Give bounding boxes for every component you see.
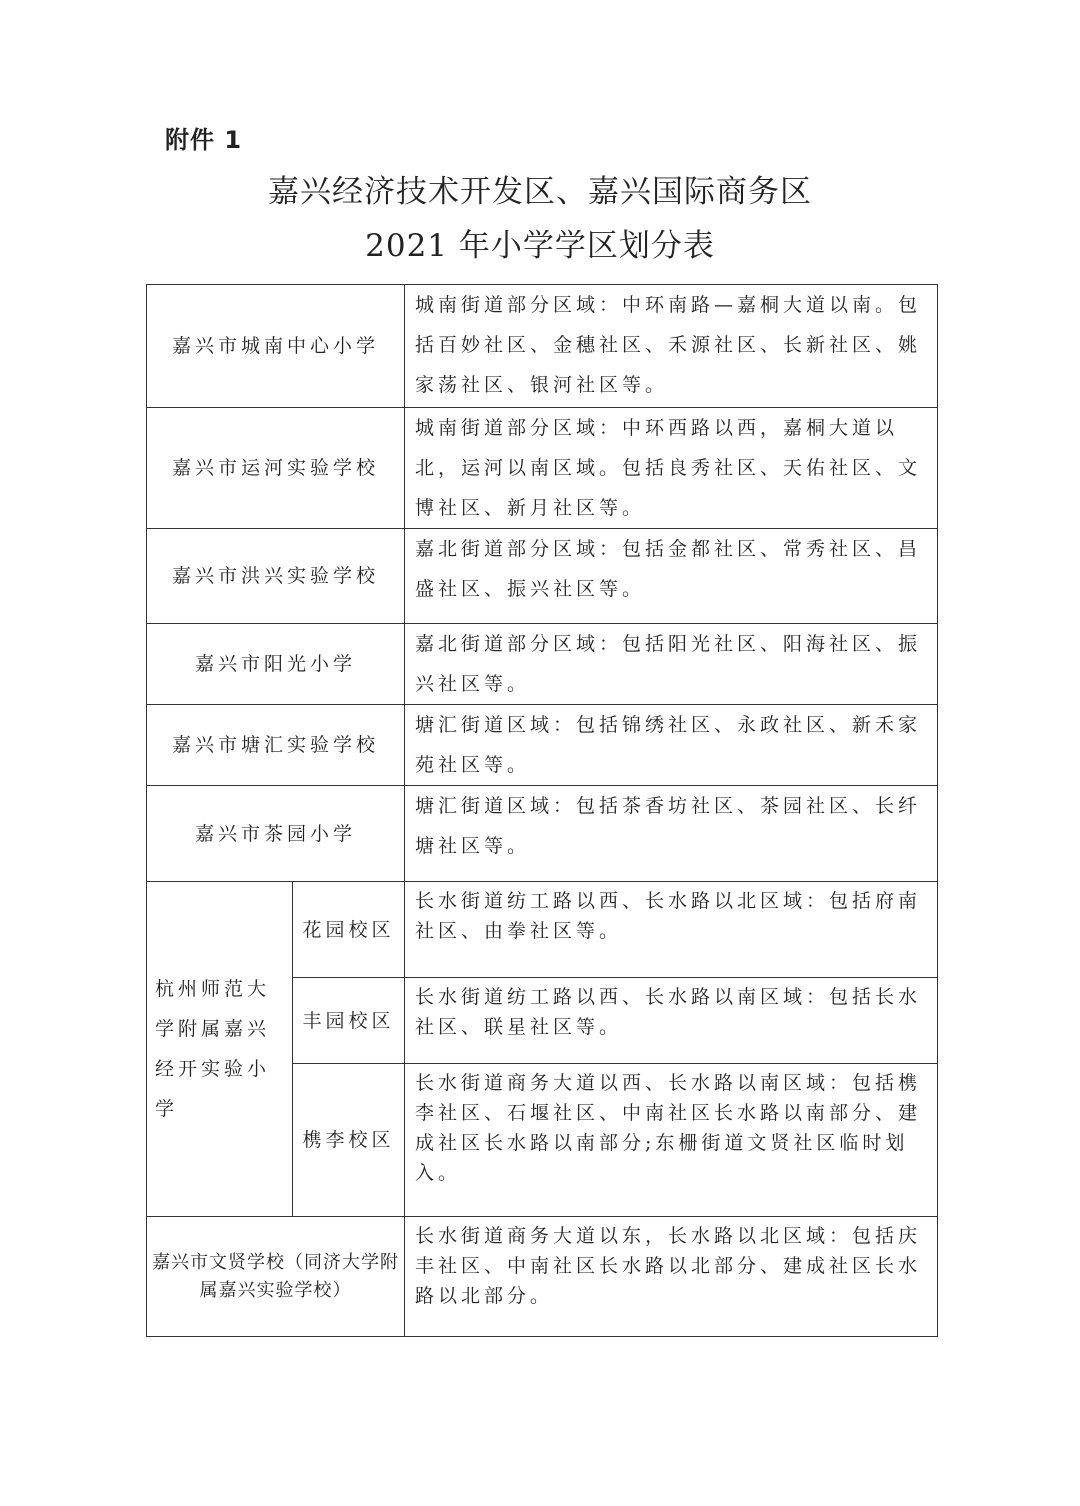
document-subtitle: 2021 年小学学区划分表: [365, 228, 715, 264]
school-name: 嘉兴市城南中心小学: [147, 285, 405, 408]
school-name: 嘉兴市洪兴实验学校: [147, 529, 405, 624]
district-area: 塘汇街道区域：包括锦绣社区、永政社区、新禾家苑社区等。: [405, 705, 938, 786]
table-row: [147, 705, 938, 786]
attachment-label: 附件 1: [165, 126, 243, 154]
school-district-table: [146, 284, 938, 1337]
campus-name: 槜李校区: [293, 1064, 405, 1217]
district-area: 嘉北街道部分区域：包括金都社区、常秀社区、昌盛社区、振兴社区等。: [405, 529, 938, 624]
school-name: 嘉兴市阳光小学: [147, 624, 405, 705]
campus-name: 花园校区: [293, 882, 405, 978]
table-row: [147, 882, 938, 978]
school-name: 嘉兴市塘汇实验学校: [147, 705, 405, 786]
district-area: 塘汇街道区域：包括茶香坊社区、茶园社区、长纤塘社区等。: [405, 786, 938, 882]
district-area: 长水街道纺工路以西、长水路以北区域：包括府南社区、由拳社区等。: [405, 882, 938, 978]
table-row: [147, 786, 938, 882]
table-row: [147, 529, 938, 624]
document-title: 嘉兴经济技术开发区、嘉兴国际商务区: [268, 174, 812, 210]
campus-name: 丰园校区: [293, 978, 405, 1064]
district-area: 嘉北街道部分区域：包括阳光社区、阳海社区、振兴社区等。: [405, 624, 938, 705]
table-row: [147, 285, 938, 408]
school-name: 嘉兴市运河实验学校: [147, 408, 405, 529]
table-row: [147, 408, 938, 529]
table-row: [147, 1217, 938, 1337]
school-name: 杭州师范大学附属嘉兴经开实验小学: [147, 882, 293, 1217]
table-row: [147, 624, 938, 705]
district-area: 长水街道商务大道以西、长水路以南区域：包括槜李社区、石堰社区、中南社区长水路以南部分、建成社区长水路以南部分;东栅街道文贤社区临时划入。: [405, 1064, 938, 1217]
district-area: 城南街道部分区域：中环南路—嘉桐大道以南。包括百妙社区、金穗社区、禾源社区、长新社区、姚家荡社区、银河社区等。: [405, 285, 938, 408]
district-area: 长水街道纺工路以西、长水路以南区域：包括长水社区、联星社区等。: [405, 978, 938, 1064]
school-name: 嘉兴市文贤学校（同济大学附属嘉兴实验学校）: [147, 1217, 405, 1337]
district-area: 城南街道部分区域：中环西路以西，嘉桐大道以北，运河以南区域。包括良秀社区、天佑社区、文博社区、新月社区等。: [405, 408, 938, 529]
school-name: 嘉兴市茶园小学: [147, 786, 405, 882]
district-area: 长水街道商务大道以东，长水路以北区域：包括庆丰社区、中南社区长水路以北部分、建成社区长水路以北部分。: [405, 1217, 938, 1337]
